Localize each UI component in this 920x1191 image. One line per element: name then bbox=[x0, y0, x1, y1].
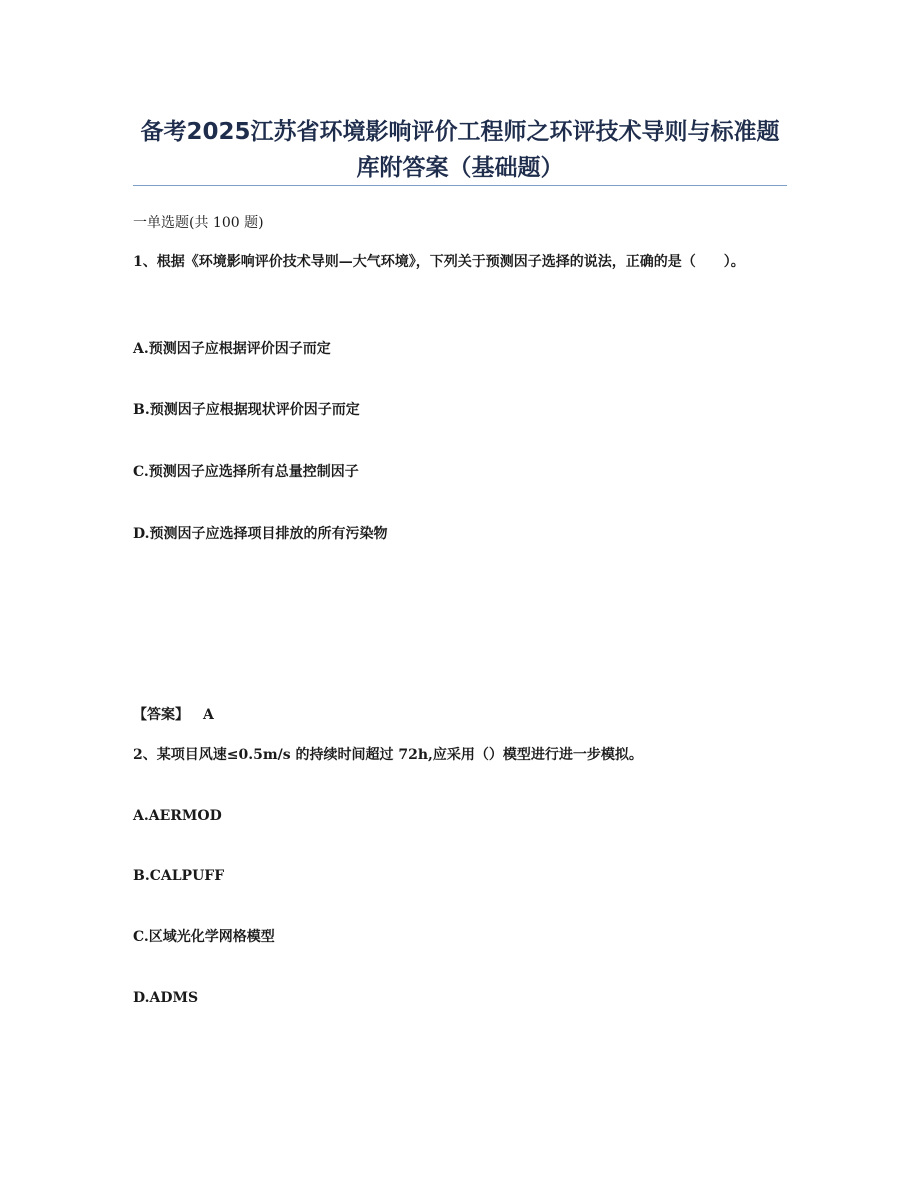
answer-value: A bbox=[203, 707, 214, 723]
document-title: 备考2025江苏省环境影响评价工程师之环评技术导则与标准题库附答案（基础题） bbox=[140, 119, 780, 181]
section-heading: 一单选题(共 100 题) bbox=[133, 215, 264, 231]
question-1-stem: 1、根据《环境影响评价技术导则—大气环境》，下列关于预测因子选择的说法，正确的是（ ）。 bbox=[133, 254, 745, 270]
question-2-option-b: B.CALPUFF bbox=[133, 868, 225, 884]
question-2-option-c: C.区域光化学网格模型 bbox=[133, 929, 275, 945]
question-2-option-d: D.ADMS bbox=[133, 990, 199, 1006]
question-1-option-a: A.预测因子应根据评价因子而定 bbox=[133, 341, 331, 357]
question-2-option-a: A.AERMOD bbox=[133, 808, 222, 824]
question-1-answer bbox=[133, 705, 214, 725]
question-2-stem: 2、某项目风速≤0.5m/s 的持续时间超过 72h,应采用（）模型进行进一步模拟。 bbox=[133, 747, 643, 763]
question-1-option-b: B.预测因子应根据现状评价因子而定 bbox=[133, 402, 360, 418]
title-divider bbox=[133, 185, 787, 186]
answer-label: 【答案】 bbox=[133, 707, 189, 723]
question-1-option-d: D.预测因子应选择项目排放的所有污染物 bbox=[133, 526, 388, 542]
question-1-option-c: C.预测因子应选择所有总量控制因子 bbox=[133, 464, 359, 480]
